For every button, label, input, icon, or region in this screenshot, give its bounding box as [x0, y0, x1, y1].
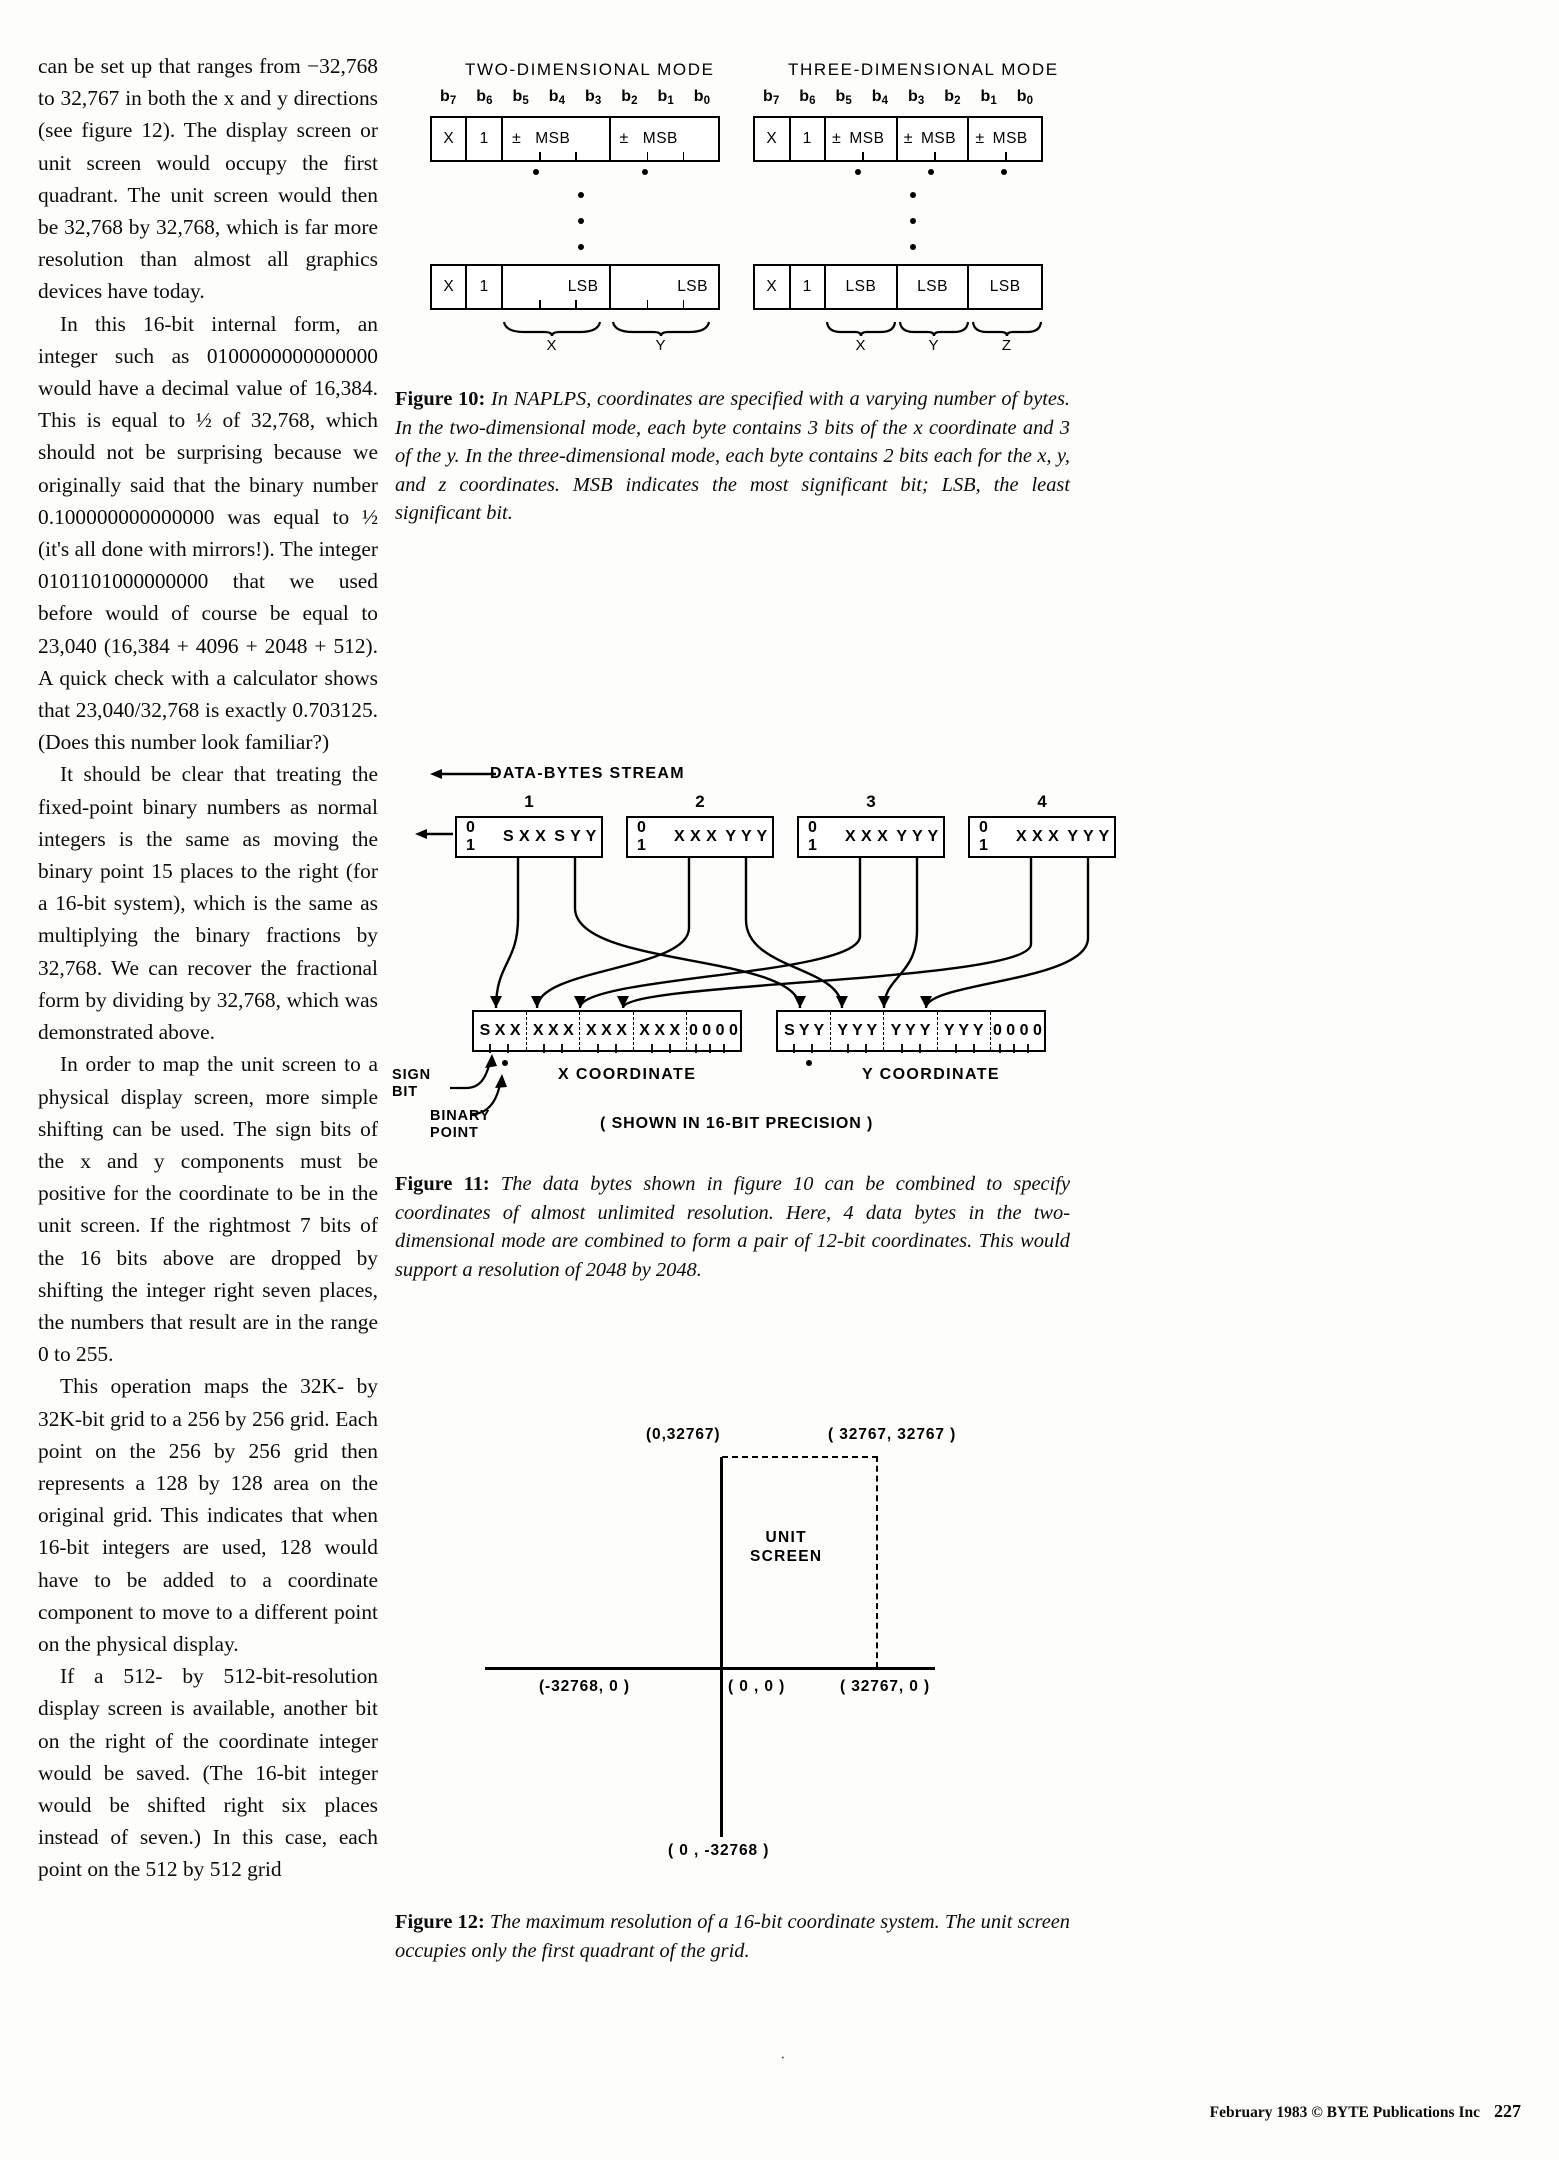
brace-label-x: X: [855, 337, 867, 354]
coord-nibble: 0 0 0 0: [992, 1022, 1042, 1039]
label-bottom: ( 0 , -32768 ): [668, 1842, 770, 1859]
ellipsis-dot: [533, 169, 539, 175]
byte-group-a: X X X: [1015, 828, 1060, 845]
byte-number: 4: [1037, 792, 1047, 811]
brace-icon: [611, 320, 711, 336]
bit-label-b3: $b_3$: [908, 88, 925, 107]
brace-y-2d: [611, 320, 711, 354]
ellipsis-dot: [855, 169, 861, 175]
label-top-right: ( 32767, 32767 ): [828, 1426, 957, 1443]
sign-bit-label: [392, 1067, 431, 1101]
data-byte-box: [797, 816, 945, 858]
plus-minus-icon: ±: [903, 130, 913, 147]
binary-point-line1: BINARY: [430, 1108, 491, 1124]
precision-note: ( SHOWN IN 16-BIT PRECISION ): [600, 1115, 874, 1132]
cell-ticks: [611, 300, 719, 309]
msb-text: MSB: [849, 130, 885, 147]
flag-cell-one: [791, 118, 827, 160]
body-paragraph: If a 512- by 512-bit-resolution display screen is available, another bit on the right of the coordinate integer would be saved. (The 16-bit integer would be shifted right six places instead of seven.) In this case, each point on the 512 by 512 grid: [38, 1664, 378, 1882]
flag-one-text: 1: [802, 130, 812, 147]
brace-label-y: Y: [655, 337, 667, 354]
x-lsb-cell: [503, 266, 611, 308]
vertical-ellipsis-3d: [910, 192, 916, 270]
lsb-text: LSB: [917, 278, 948, 295]
body-paragraph: In this 16-bit internal form, an integer such as 0100000000000000 would have a decimal value of 16,384. This is equal to ½ of 32,768, which should not be surprising because we originally said that the binary number 0.100000000000000 was equal to ½ (it's all done with mirrors!). The integer 0101101000000000 that we used before would of course be equal to 23,040 (16,384 + 4096 + 2048 + 512). A quick check with a calculator shows that 23,040/32,768 is exactly 0.703125. (Does this number look familiar?): [38, 311, 378, 755]
inflow-arrow-icon: [415, 825, 455, 843]
byte-number: 3: [866, 792, 876, 811]
bit-label-b5: $b_5$: [512, 88, 529, 107]
brace-y-3d: [898, 320, 970, 354]
vertical-ellipsis-2d: [578, 192, 584, 270]
body-paragraph: This operation maps the 32K- by 32K-bit grid to a 256 by 256 grid. Each point on the 256 by 256 grid then represents a 128 by 128 area on the original grid. This indicates that when 16-bit integers are used, 128 would have to be added to a coordinate component to move to a different point on the physical display.: [38, 1374, 378, 1656]
bit-label-b1: $b_1$: [980, 88, 997, 107]
body-paragraph: In order to map the unit screen to a physical display screen, more simple shifting can be used. The sign bits of the x and y components must be positive for the coordinate to be in the unit screen. If the rightmost 7 bits of the 16 bits above are dropped by shifting the integer right seven places, the numbers that result are in the range 0 to 255.: [38, 1052, 378, 1367]
flag-cell-x: [432, 266, 467, 308]
bit-label-b5: $b_5$: [835, 88, 852, 107]
plus-minus-icon: ±: [619, 130, 629, 147]
coord-nibble: 0 0 0 0: [688, 1022, 738, 1039]
coord-nibble: X X X: [527, 1012, 580, 1050]
byte-prefix: 0 1: [466, 819, 476, 854]
byte-number: 1: [524, 792, 534, 811]
brace-icon: [825, 320, 897, 336]
bit-label-b2: $b_2$: [621, 88, 638, 107]
flag-x-text: X: [443, 278, 455, 295]
binary-point-line2: POINT: [430, 1125, 479, 1141]
byte-row-msb-2d: [430, 116, 720, 162]
figure-10-caption-label: Figure 10:: [395, 388, 486, 410]
data-byte-box: [455, 816, 603, 858]
bit-label-b7: $b_7$: [763, 88, 780, 107]
byte-prefix: 0 1: [979, 819, 989, 854]
byte-row-msb-3d: [753, 116, 1043, 162]
data-bytes-stream-label: DATA-BYTES STREAM: [490, 765, 685, 782]
flag-x-text: X: [766, 130, 778, 147]
brace-icon: [971, 320, 1043, 336]
figure-11-caption-text: The data bytes shown in figure 10 can be combined to specify coordinates of almost unlimited resolution. Here, 4 data bytes in the two-dimensional mode are combined to form a pair of 12-bit coordinates. This would support a resolution of 2048 by 2048.: [395, 1173, 1070, 1281]
figure-11-caption-label: Figure 11:: [395, 1173, 490, 1195]
x-coordinate-label: X COORDINATE: [558, 1066, 697, 1083]
bit-label-b6: $b_6$: [799, 88, 816, 107]
y-lsb-cell: [611, 266, 719, 308]
bit-label-b1: $b_1$: [657, 88, 674, 107]
cell-ticks: [503, 152, 609, 161]
lsb-text: LSB: [845, 278, 877, 295]
binary-point-dot: [806, 1060, 812, 1066]
brace-label-x: X: [546, 337, 558, 354]
label-left: (-32768, 0 ): [539, 1678, 630, 1695]
figure-column: [392, 0, 1525, 2160]
bit-label-b3: $b_3$: [585, 88, 602, 107]
y-coordinate-label: Y COORDINATE: [862, 1066, 1000, 1083]
sign-bit-line1: SIGN: [392, 1067, 432, 1083]
cell-ticks: [826, 152, 896, 161]
bit-label-b2: $b_2$: [944, 88, 961, 107]
x-coordinate-ticks: [472, 1042, 742, 1054]
brace-icon: [502, 320, 602, 336]
label-top-left: (0,32767): [646, 1426, 721, 1443]
y-msb-cell: [898, 118, 970, 160]
two-dimensional-mode-title: TWO-DIMENSIONAL MODE: [465, 60, 715, 79]
byte-number: 2: [695, 792, 705, 811]
unit-screen-label: [750, 1528, 822, 1566]
page-footer: [1210, 2101, 1521, 2122]
coord-nibble: X X X: [634, 1012, 687, 1050]
flag-cell-one: [467, 266, 502, 308]
figure-11-diagram: [392, 765, 1310, 1141]
coord-nibble: Y Y Y: [938, 1012, 991, 1050]
z-msb-cell: [969, 118, 1041, 160]
bit-label-b7: $b_7$: [440, 88, 457, 107]
body-paragraph: can be set up that ranges from −32,768 to 32,767 in both the x and y directions (see figure 12). The display screen or unit screen would occupy the first quadrant. The unit screen would then be 32,768 by 32,768, which is far more resolution than almost all graphics devices have today.: [38, 54, 378, 304]
x-msb-cell: [826, 118, 898, 160]
brace-x-2d: [502, 320, 602, 354]
cell-ticks: [898, 152, 968, 161]
byte-row-lsb-2d: [430, 264, 720, 310]
brace-label-y: Y: [928, 337, 940, 354]
byte-group-b: Y Y Y: [896, 828, 939, 845]
label-right: ( 32767, 0 ): [840, 1678, 931, 1695]
three-dimensional-mode-title: THREE-DIMENSIONAL MODE: [788, 60, 1059, 79]
plus-minus-icon: ±: [975, 130, 985, 147]
bit-label-b0: $b_0$: [693, 88, 710, 107]
unit-screen-line2: SCREEN: [750, 1548, 823, 1565]
unit-screen-line1: UNIT: [765, 1529, 807, 1546]
flag-cell-x: [755, 266, 791, 308]
x-msb-cell: [503, 118, 611, 160]
printers-mark: ·: [780, 2048, 786, 2067]
cell-ticks: [611, 152, 719, 161]
brace-z-3d: [971, 320, 1043, 354]
lsb-text: LSB: [989, 278, 1021, 295]
label-origin: ( 0 , 0 ): [728, 1678, 786, 1695]
byte-group-b: S Y Y: [554, 828, 597, 845]
brace-x-3d: [825, 320, 897, 354]
bit-label-b4: $b_4$: [871, 88, 888, 107]
byte-group-b: Y Y Y: [725, 828, 768, 845]
sign-bit-line2: BIT: [392, 1084, 419, 1100]
brace-label-z: Z: [1001, 337, 1013, 354]
bit-labels-2d: [430, 88, 720, 106]
bit-labels-3d: [753, 88, 1043, 106]
ellipsis-dot: [1001, 169, 1007, 175]
flag-cell-one: [791, 266, 827, 308]
byte-group-a: X X X: [673, 828, 718, 845]
data-byte-box: [968, 816, 1116, 858]
unit-screen-right-edge: [876, 1456, 878, 1668]
flag-x-text: X: [766, 278, 778, 295]
plus-minus-icon: ±: [832, 130, 842, 147]
byte-prefix: 0 1: [808, 819, 818, 854]
data-byte-box: [626, 816, 774, 858]
body-paragraph: It should be clear that treating the fixed-point binary numbers as normal integers is the same as moving the binary point 15 places to the right (for a 16-bit system), which is the same as multiplying the binary fractions by 32,768. We can recover the fractional form by dividing by 32,768, which was demonstrated above.: [38, 762, 378, 1045]
byte-group-b: Y Y Y: [1067, 828, 1110, 845]
y-coordinate-ticks: [776, 1042, 1046, 1054]
figure-12-diagram: [410, 1420, 1310, 1859]
page-number: 227: [1494, 2101, 1521, 2121]
byte-group-a: S X X: [502, 828, 547, 845]
z-lsb-cell: [969, 266, 1041, 308]
figure-10-diagram: [410, 52, 1300, 372]
coord-nibble: S Y Y: [778, 1012, 831, 1050]
figure-11-caption: [395, 1170, 1070, 1284]
flag-one-text: 1: [479, 130, 489, 147]
cell-ticks: [969, 152, 1041, 161]
flag-cell-one: [467, 118, 502, 160]
ellipsis-dot: [928, 169, 934, 175]
figure-12-caption-label: Figure 12:: [395, 1911, 485, 1933]
coord-nibble: X X X: [580, 1012, 633, 1050]
byte-group-a: X X X: [844, 828, 889, 845]
cell-ticks: [503, 300, 609, 309]
byte-row-lsb-3d: [753, 264, 1043, 310]
flag-one-text: 1: [802, 278, 812, 295]
coord-nibble: Y Y Y: [831, 1012, 884, 1050]
flag-cell-x: [755, 118, 791, 160]
x-lsb-cell: [826, 266, 898, 308]
msb-text: MSB: [992, 130, 1028, 147]
plus-minus-icon: ±: [511, 130, 522, 147]
x-axis: [485, 1667, 935, 1670]
y-lsb-cell: [898, 266, 970, 308]
coord-nibble: Y Y Y: [884, 1012, 937, 1050]
lsb-text: LSB: [567, 278, 599, 295]
brace-icon: [898, 320, 970, 336]
footer-credit: February 1983 © BYTE Publications Inc: [1209, 2104, 1480, 2121]
binary-point-pointer-icon: [466, 1070, 518, 1116]
ellipsis-dot: [642, 169, 648, 175]
byte-prefix: 0 1: [637, 819, 647, 854]
unit-screen-top-edge: [722, 1456, 878, 1458]
bit-label-b4: $b_4$: [548, 88, 565, 107]
figure-10-caption: [395, 385, 1070, 528]
msb-text: MSB: [920, 130, 957, 147]
figure-10-caption-text: In NAPLPS, coordinates are specified with a varying number of bytes. In the two-dimensional mode, each byte contains 3 bits of the x coordinate and 3 of the y. In the three-dimensional mode, each byte contains 2 bits each for the x, y, and z coordinates. MSB indicates the most significant bit; LSB, the least significant bit.: [395, 388, 1070, 524]
flag-x-text: X: [443, 130, 455, 147]
msb-text: MSB: [535, 130, 571, 147]
figure-12-caption-text: The maximum resolution of a 16-bit coordinate system. The unit screen occupies only the first quadrant of the grid.: [395, 1911, 1070, 1962]
coord-nibble: S X X: [474, 1012, 527, 1050]
flag-cell-x: [432, 118, 467, 160]
figure-12-caption: [395, 1908, 1070, 1965]
y-axis: [720, 1457, 723, 1837]
y-msb-cell: [611, 118, 719, 160]
lsb-text: LSB: [677, 278, 708, 295]
article-body-column: [38, 50, 378, 1886]
flag-one-text: 1: [479, 278, 489, 295]
bit-label-b6: $b_6$: [476, 88, 493, 107]
bit-label-b0: $b_0$: [1016, 88, 1033, 107]
msb-text: MSB: [642, 130, 678, 147]
